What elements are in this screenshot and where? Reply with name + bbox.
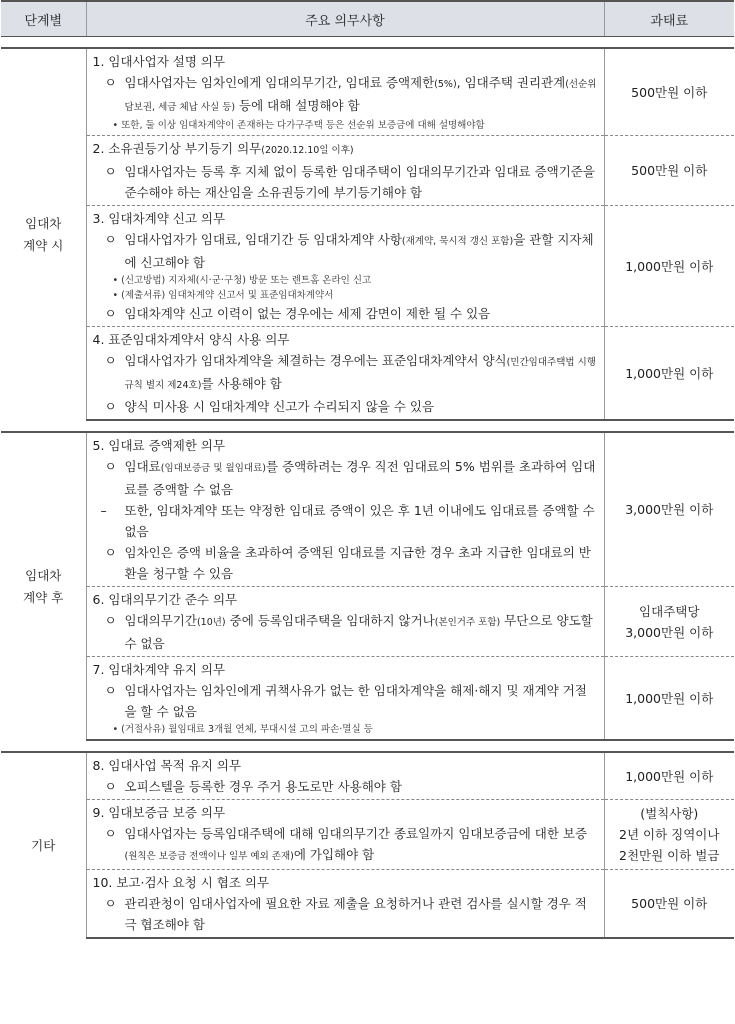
fine-text: 500만원 이하 xyxy=(631,84,708,100)
obligation-title-text: 2. 소유권등기상 부기등기 의무 xyxy=(92,141,262,156)
header-obligations: 주요 의무사항 xyxy=(86,1,604,37)
fine-text: 3,000만원 이하 xyxy=(625,624,714,640)
line-text xyxy=(125,500,598,542)
obligation-cell xyxy=(86,657,604,741)
obligation-title xyxy=(93,329,598,350)
obligation-title xyxy=(93,138,598,161)
fine-cell xyxy=(604,800,734,870)
bullet-line xyxy=(93,610,598,654)
line-text xyxy=(125,303,598,324)
section-gap xyxy=(1,420,734,432)
obligation-title-text: 4. 표준임대차계약서 양식 사용 의무 xyxy=(92,332,290,347)
bullet-line xyxy=(93,680,598,722)
obligation-cell xyxy=(86,432,604,587)
bullet-mark: ㅇ xyxy=(104,75,117,90)
body-text: 중에 등록임대주택을 임대하지 않거나 xyxy=(225,613,435,628)
fine-text: 임대주택당 xyxy=(639,603,700,619)
obligation-title xyxy=(93,51,598,72)
small-text: (5%) xyxy=(434,79,457,90)
body-text: 를 사용해야 함 xyxy=(201,376,282,391)
obligation-title xyxy=(93,659,598,680)
body-text: 임대차계약 신고 이력이 없는 경우에는 세제 감면이 제한 될 수 있음 xyxy=(124,306,491,321)
stage-label: 계약 후 xyxy=(23,589,64,605)
bullet-mark: ㅇ xyxy=(104,306,117,321)
small-text: (본인거주 포함) xyxy=(434,617,501,628)
bullet-mark: ㅇ xyxy=(104,779,117,794)
bullet-line xyxy=(93,350,598,396)
body-text: 임대사업자가 임대차계약을 체결하는 경우에는 표준임대차계약서 양식 xyxy=(124,353,507,368)
body-text: 임대사업자는 임차인에게 귀책사유가 없는 한 임대차계약을 해제·해지 및 재계약 거절을 할 수 없음 xyxy=(124,683,587,719)
bullet-line xyxy=(93,456,598,500)
obligation-title xyxy=(93,208,598,229)
line-text xyxy=(125,229,598,273)
bullet-mark: ㅇ xyxy=(104,613,117,628)
body-text: 무단으로 양도할 수 없음 xyxy=(124,613,593,651)
section-gap xyxy=(1,740,734,752)
obligation-title-text: 7. 임대차계약 유지 의무 xyxy=(92,662,226,677)
fine-cell xyxy=(604,136,734,206)
table-row xyxy=(1,657,734,741)
table-row xyxy=(1,48,734,136)
fine-text: 500만원 이하 xyxy=(631,896,708,911)
dash-line xyxy=(93,500,598,542)
fine-text: 1,000만원 이하 xyxy=(625,258,714,274)
obligation-cell xyxy=(86,327,604,421)
obligation-title-text: 5. 임대료 증액제한 의무 xyxy=(92,438,226,453)
line-text xyxy=(125,72,598,118)
obligation-cell xyxy=(86,206,604,327)
obligation-cell xyxy=(86,48,604,136)
bullet-mark: ㅇ xyxy=(104,545,117,560)
bullet-mark: ㅇ xyxy=(104,683,117,698)
small-text: (선순위 담보권, 세금 체납 사실 등) xyxy=(124,79,597,113)
body-text: 임대사업자가 임대료, 임대기간 등 임대차계약 사항 xyxy=(124,232,402,247)
stage-label: 임대차 xyxy=(25,567,62,583)
obligation-title-text: 3. 임대차계약 신고 의무 xyxy=(92,211,226,226)
obligations-table xyxy=(1,0,734,939)
bullet-mark: ㅇ xyxy=(104,164,117,179)
line-text xyxy=(125,161,598,203)
body-text: 임대료 xyxy=(124,459,161,474)
fine-text: (벌칙사항) xyxy=(640,806,699,821)
table-row xyxy=(1,800,734,870)
obligation-cell xyxy=(86,752,604,800)
fine-cell xyxy=(604,657,734,741)
line-text xyxy=(125,542,598,584)
bullet-line xyxy=(93,542,598,584)
fine-text: 1,000만원 이하 xyxy=(625,768,714,784)
bullet-line xyxy=(93,823,598,867)
header-fine: 과태료 xyxy=(604,1,734,37)
obligation-title-text: 9. 임대보증금 보증 의무 xyxy=(92,805,226,820)
bullet-mark: ㅇ xyxy=(104,232,117,247)
bullet-mark: ㅇ xyxy=(104,896,117,911)
body-text: 임대사업자는 등록임대주택에 대해 임대의무기간 종료일까지 임대보증금에 대한 보증 xyxy=(124,826,588,841)
line-text xyxy=(125,610,598,654)
small-text: (원칙은 보증금 전액이나 일부 예외 존재) xyxy=(124,851,294,862)
body-text: , 임대주택 권리관계 xyxy=(456,75,566,90)
line-text xyxy=(125,350,598,396)
fine-text: 1,000만원 이하 xyxy=(625,365,714,381)
table-row xyxy=(1,587,734,657)
bullet-line xyxy=(93,303,598,324)
line-text xyxy=(125,776,598,797)
obligation-title-text: 6. 임대의무기간 준수 의무 xyxy=(92,592,238,607)
body-text: 에 가입해야 함 xyxy=(293,847,375,862)
dash-mark: – xyxy=(100,503,107,518)
stage-cell xyxy=(1,432,86,740)
body-text: 등에 대해 설명해야 함 xyxy=(235,98,360,113)
table-body xyxy=(1,37,734,939)
body-text: 를 증액하려는 경우 직전 임대료의 5% 범위를 초과하여 임대료를 증액할 수 없음 xyxy=(124,459,596,497)
fine-cell xyxy=(604,752,734,800)
fine-text: 2년 이하 징역이나 xyxy=(619,827,720,842)
fine-cell xyxy=(604,206,734,327)
line-text xyxy=(125,456,598,500)
table-row xyxy=(1,870,734,939)
obligation-cell xyxy=(86,800,604,870)
body-text: 관리관청이 임대사업자에 필요한 자료 제출을 요청하거나 관련 검사를 실시할 경우 적극 협조해야 함 xyxy=(124,896,587,932)
note-line: • (신고방법) 지자체(시·군·구청) 방문 또는 렌트홈 온라인 신고 xyxy=(112,275,372,286)
bullet-line xyxy=(93,776,598,797)
obligation-title-note: (2020.12.10일 이후) xyxy=(261,145,354,156)
obligation-title xyxy=(93,435,598,456)
bullet-mark: ㅇ xyxy=(104,353,117,368)
obligation-title-text: 8. 임대사업 목적 유지 의무 xyxy=(92,758,242,773)
table-row xyxy=(1,206,734,327)
stage-label: 계약 시 xyxy=(23,237,64,253)
table-row xyxy=(1,752,734,800)
obligation-title-text: 1. 임대사업자 설명 의무 xyxy=(92,54,226,69)
line-text xyxy=(125,396,598,417)
fine-cell xyxy=(604,587,734,657)
header-stage: 단계별 xyxy=(1,1,86,37)
fine-text: 500만원 이하 xyxy=(631,163,708,178)
stage-cell xyxy=(1,752,86,938)
obligation-cell xyxy=(86,587,604,657)
fine-cell xyxy=(604,48,734,136)
table-header-row xyxy=(1,1,734,37)
table-row xyxy=(1,432,734,587)
body-text: 또한, 임대차계약 또는 약정한 임대료 증액이 있은 후 1년 이내에도 임대료를 증액할 수 없음 xyxy=(124,503,595,539)
fine-text: 3,000만원 이하 xyxy=(625,502,714,517)
small-text: (민간임대주택법 시행규칙 별지 제24호) xyxy=(124,357,596,391)
obligation-cell xyxy=(86,136,604,206)
line-text xyxy=(125,823,598,867)
fine-text: 2천만원 이하 벌금 xyxy=(619,848,720,863)
fine-cell xyxy=(604,870,734,939)
bullet-line xyxy=(93,72,598,118)
obligation-cell xyxy=(86,870,604,939)
bullet-line xyxy=(93,396,598,417)
bullet-mark: ㅇ xyxy=(104,826,117,841)
line-text xyxy=(125,680,598,722)
note-line: • (거절사유) 월임대료 3개월 연체, 부대시설 고의 파손·멸실 등 xyxy=(112,724,373,735)
body-text: 임대사업자는 등록 후 지체 없이 등록한 임대주택이 임대의무기간과 임대료 증액기준을 준수해야 하는 재산임을 소유권등기에 부기등기해야 함 xyxy=(124,164,595,200)
body-text: 을 관할 지자체에 신고해야 함 xyxy=(124,232,594,270)
note-line: • (제출서류) 임대차계약 신고서 및 표준임대차계약서 xyxy=(112,290,334,301)
stage-label: 기타 xyxy=(31,837,56,853)
bullet-line xyxy=(93,893,598,935)
small-text: (재계약, 묵시적 갱신 포함) xyxy=(401,236,514,247)
bullet-line xyxy=(93,229,598,273)
stage-cell xyxy=(1,48,86,420)
obligation-title-text: 10. 보고·검사 요청 시 협조 의무 xyxy=(92,875,270,890)
line-text xyxy=(125,893,598,935)
bullet-mark: ㅇ xyxy=(104,459,117,474)
note-line: • 또한, 둘 이상 임대차계약이 존재하는 다가구주택 등은 선순위 보증금에 대해 설명해야함 xyxy=(112,120,485,131)
body-text: 임대사업자는 임차인에게 임대의무기간, 임대료 증액제한 xyxy=(124,75,435,90)
obligation-title xyxy=(93,872,598,893)
body-text: 오피스텔을 등록한 경우 주거 용도로만 사용해야 함 xyxy=(124,779,402,794)
fine-text: 1,000만원 이하 xyxy=(625,690,714,706)
obligation-title xyxy=(93,802,598,823)
table-row xyxy=(1,327,734,421)
small-text: (임대보증금 및 월임대료) xyxy=(160,463,266,474)
bullet-line xyxy=(93,161,598,203)
table-row xyxy=(1,136,734,206)
small-text: (10년) xyxy=(196,617,226,628)
obligation-title xyxy=(93,589,598,610)
body-text: 임대의무기간 xyxy=(124,613,197,628)
bullet-mark: ㅇ xyxy=(104,399,117,414)
stage-label: 임대차 xyxy=(25,215,62,231)
section-gap xyxy=(1,37,734,49)
obligation-title xyxy=(93,755,598,776)
body-text: 양식 미사용 시 임대차계약 신고가 수리되지 않을 수 있음 xyxy=(124,399,435,414)
fine-cell xyxy=(604,327,734,421)
body-text: 임차인은 증액 비율을 초과하여 증액된 임대료를 지급한 경우 초과 지급한 임대료의 반환을 청구할 수 있음 xyxy=(124,545,591,581)
fine-cell xyxy=(604,432,734,587)
